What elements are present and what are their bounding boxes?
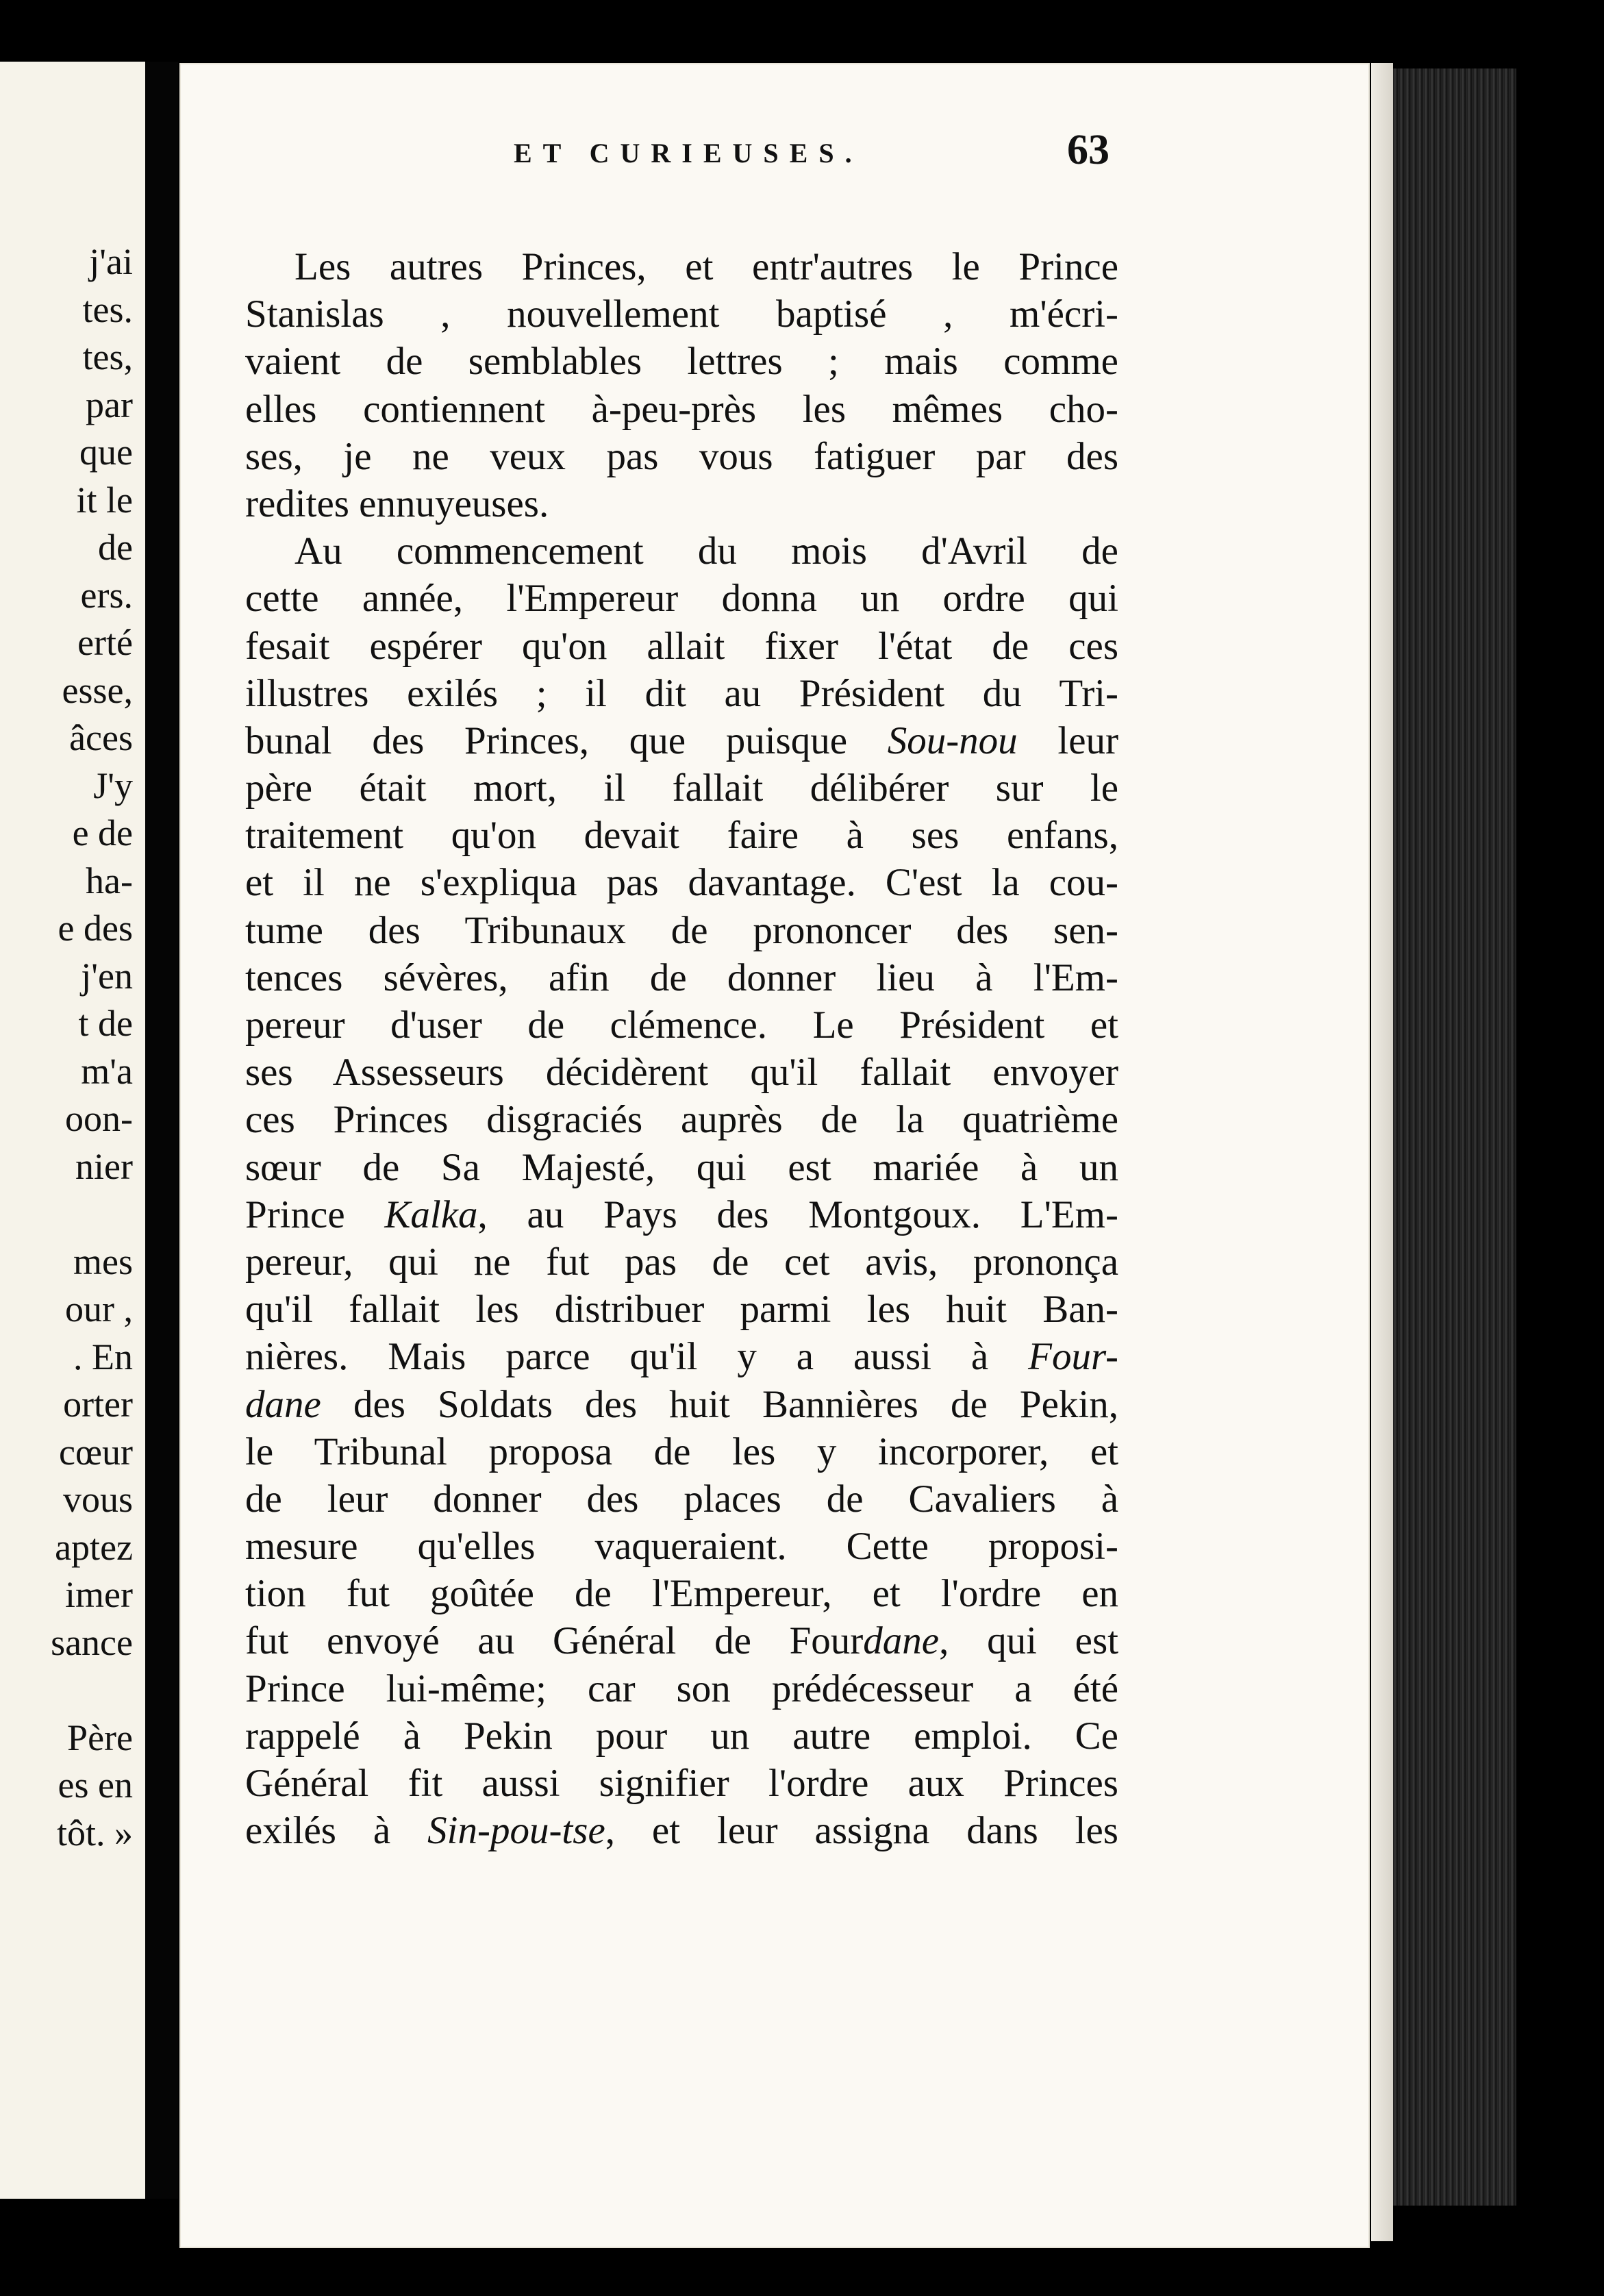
left-page-fragment: aptez (55, 1526, 133, 1568)
running-head (322, 127, 1123, 185)
text-line: redites ennuyeuses. (245, 482, 549, 525)
text-line: traitement qu'on devait faire à ses enfans, (245, 814, 1118, 858)
text-line: tume des Tribunaux de prononcer des sen- (245, 908, 1118, 952)
book-gutter (145, 62, 178, 2199)
left-page-fragment: vous (62, 1479, 133, 1520)
left-page-fragment: Père (67, 1717, 133, 1758)
left-page-fragment: m'a (81, 1050, 133, 1092)
left-page-fragment: mes (73, 1240, 133, 1282)
body-text (245, 243, 1118, 1854)
text-line: ses Assesseurs décidèrent qu'il fallait envoyer (245, 1051, 1118, 1095)
text-line: exilés à Sin-pou-tse, et leur assigna dans les (245, 1809, 1118, 1853)
text-line: le Tribunal proposa de les y incorporer, et (245, 1430, 1118, 1473)
left-page-fragment: J'y (93, 764, 133, 806)
left-page-fragment: it le (76, 479, 133, 521)
left-page-fragment: j'ai (89, 241, 133, 282)
text-line: rappelé à Pekin pour un autre emploi. Ce (245, 1714, 1118, 1758)
left-page-fragment: t de (78, 1003, 133, 1044)
left-page-fragment (51, 1667, 133, 1714)
text-line: ses, je ne veux pas vous fatiguer par des (245, 434, 1118, 478)
text-line: bunal des Princes, que puisque Sou-nou leur (245, 719, 1118, 762)
left-page-fragment: tes. (82, 288, 133, 330)
text-line: Stanislas , nouvellement baptisé , m'écri- (245, 292, 1118, 336)
left-page-fragment: nier (75, 1145, 133, 1187)
left-page-fragment: cœur (59, 1431, 133, 1473)
text-line: Au commencement du mois d'Avril de (295, 529, 1118, 573)
text-line: et il ne s'expliqua pas davantage. C'est la cou- (245, 861, 1118, 905)
text-line: pereur, qui ne fut pas de cet avis, prononça (245, 1240, 1118, 1284)
left-page-fragment: e de (72, 812, 133, 853)
text-line: vaient de semblables lettres ; mais comme (245, 340, 1118, 384)
left-facing-page (0, 62, 145, 2199)
text-line: tion fut goûtée de l'Empereur, et l'ordre en (245, 1572, 1118, 1616)
left-page-fragment: j'en (81, 955, 133, 997)
left-page-fragment: erté (77, 622, 133, 663)
text-line: cette année, l'Empereur donna un ordre qui (245, 577, 1118, 621)
left-page-line-fragments (51, 238, 133, 1857)
left-page-fragment: âces (69, 717, 133, 758)
text-line: père était mort, il fallait délibérer sur le (245, 766, 1118, 810)
text-line: tences sévères, afin de donner lieu à l'Em- (245, 956, 1118, 999)
left-page-fragment: par (86, 384, 133, 425)
left-page-fragment: sance (51, 1621, 133, 1663)
left-page-fragment: e des (58, 908, 133, 949)
left-page-fragment: es en (58, 1764, 133, 1806)
left-page-fragment: orter (63, 1384, 133, 1425)
text-line: Prince lui-même; car son prédécesseur a été (245, 1667, 1118, 1710)
left-page-fragment: ers. (80, 574, 133, 616)
text-line: qu'il fallait les distribuer parmi les huit Ban- (245, 1288, 1118, 1332)
left-page-fragment (51, 1190, 133, 1238)
left-page-fragment: que (79, 432, 133, 473)
page-edge (1371, 63, 1393, 2241)
left-page-fragment: ha- (86, 860, 133, 901)
left-page-fragment: imer (65, 1574, 133, 1615)
left-page-fragment: de (98, 527, 133, 568)
text-line: fut envoyé au Général de Fourdane, qui est (245, 1619, 1118, 1663)
text-line: dane des Soldats des huit Bannières de Pekin, (245, 1382, 1118, 1426)
text-line: mesure qu'elles vaqueraient. Cette proposi- (245, 1525, 1118, 1569)
left-page-fragment: tôt. » (56, 1812, 133, 1854)
text-line: Les autres Princes, et entr'autres le Prince (295, 245, 1118, 288)
text-line: pereur d'user de clémence. Le Président et (245, 1003, 1118, 1047)
text-line: Général fit aussi signifier l'ordre aux Princes (245, 1762, 1118, 1805)
running-title: ET CURIEUSES. (514, 138, 863, 169)
text-line: ces Princes disgraciés auprès de la quatrième (245, 1098, 1118, 1142)
book-block-edges (1393, 68, 1516, 2206)
left-page-fragment: oon- (65, 1098, 133, 1139)
left-page-fragment: tes, (82, 336, 133, 377)
text-line: sœur de Sa Majesté, qui est mariée à un (245, 1145, 1118, 1189)
text-line: illustres exilés ; il dit au Président du Tri- (245, 671, 1118, 715)
text-line: Prince Kalka, au Pays des Montgoux. L'Em- (245, 1193, 1118, 1236)
left-page-fragment: esse, (62, 669, 133, 711)
left-page-fragment: . En (73, 1336, 133, 1377)
page-number: 63 (1067, 127, 1110, 173)
left-page-fragment: our , (65, 1288, 133, 1330)
text-line: de leur donner des places de Cavaliers à (245, 1477, 1118, 1521)
text-line: elles contiennent à-peu-près les mêmes cho- (245, 387, 1118, 431)
text-line: fesait espérer qu'on allait fixer l'état de ces (245, 624, 1118, 668)
text-line: nières. Mais parce qu'il y a aussi à Four- (245, 1335, 1118, 1379)
